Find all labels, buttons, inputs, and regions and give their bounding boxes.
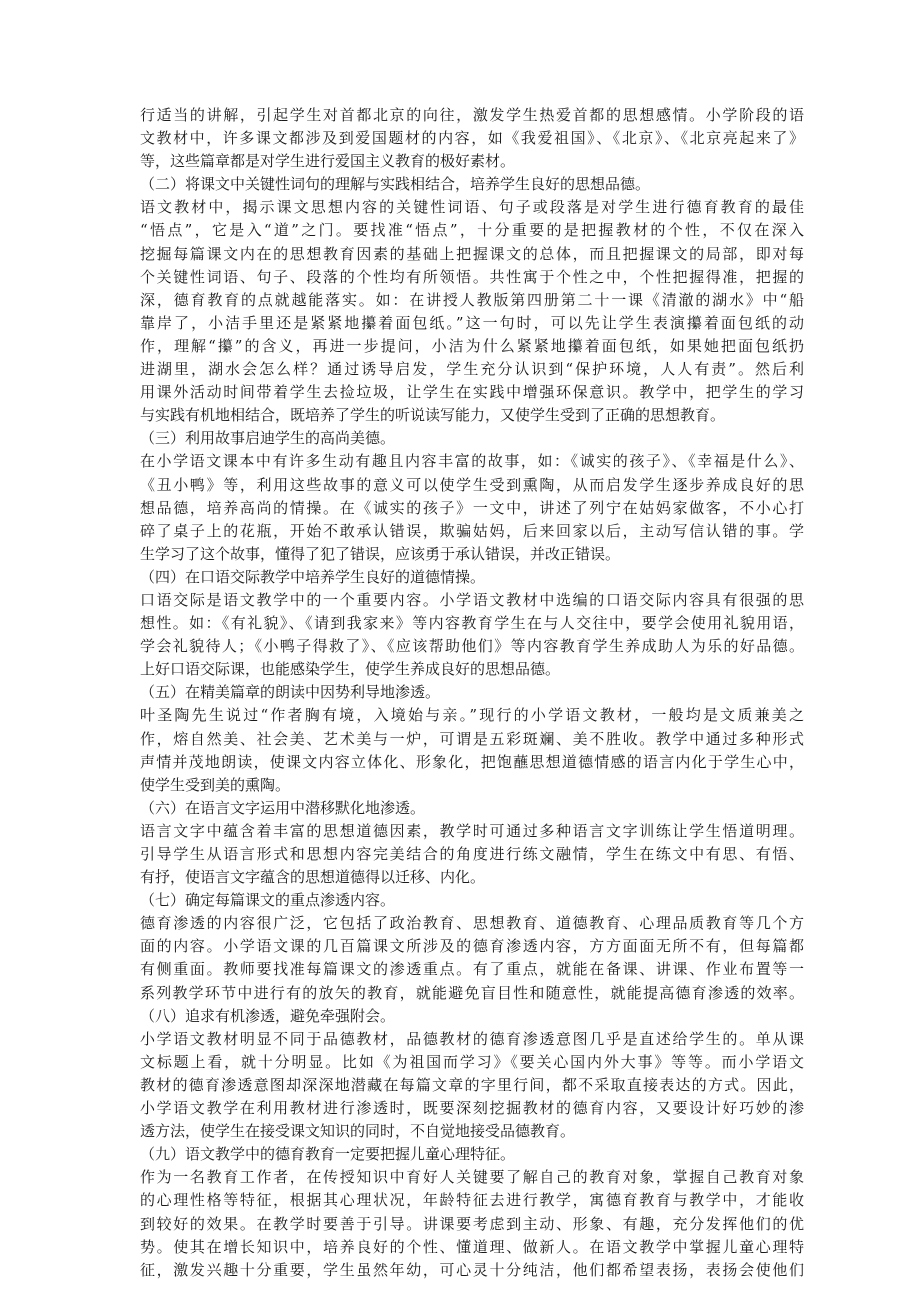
text-line: 教材的德育渗透意图却深深地潜藏在每篇文章的字里行间，都不采取直接表达的方式。因此，: [140, 1075, 804, 1094]
text-line: 在小学语文课本中有许多生动有趣且内容丰富的故事，如：《诚实的孩子》、《幸福是什么》、: [140, 452, 804, 471]
text-line: 势。使其在增长知识中，培养良好的个性、懂道理、做新人。在语文教学中掌握儿童心理特: [140, 1237, 804, 1256]
text-line: 小学语文教学在利用教材进行渗透时，既要深刻挖掘教材的德育内容，又要设计好巧妙的渗: [140, 1099, 804, 1118]
text-line: 到较好的效果。在教学时要善于引导。讲课要考虑到主动、形象、有趣，充分发挥他们的优: [140, 1214, 804, 1233]
text-line: 小学语文教材明显不同于品德教材，品德教材的德育渗透意图几乎是直述给学生的。单从课: [140, 1029, 804, 1048]
text-line: 透方法，使学生在接受课文知识的同时，不自觉地接受品德教育。: [140, 1122, 576, 1141]
text-line: 德育渗透的内容很广泛，它包括了政治教育、思想教育、道德教育、心理品质教育等几个方: [140, 914, 804, 933]
text-line: 《丑小鸭》等，利用这些故事的意义可以使学生受到熏陶，从而启发学生逐步养成良好的思: [140, 475, 804, 494]
text-line: “悟点”，它是入“道”之门。要找准“悟点”，十分重要的是把握教材的个性，不仅在深入: [140, 221, 804, 240]
text-line: 作，熔自然美、社会美、艺术美与一炉，可谓是五彩斑斓、美不胜收。教学中通过多种形式: [140, 729, 804, 748]
text-line: 引导学生从语言形式和思想内容完美结合的角度进行练文融情，学生在练文中有思、有悟、: [140, 845, 804, 863]
section-heading: （九）语文教学中的德育教育一定要把握儿童心理特征。: [140, 1145, 516, 1164]
text-line: 个关键性词语、句子、段落的个性均有所领悟。共性寓于个性之中，个性把握得准，把握的: [140, 267, 804, 286]
text-line: 学会礼貌待人；《小鸭子得救了》、《应该帮助他们》等内容教育学生养成助人为乐的好品德。: [140, 637, 804, 656]
document-body: [140, 104, 804, 1282]
text-line: 想品德，培养高尚的情操。在《诚实的孩子》一文中，讲述了列宁在姑妈家做客，不小心打: [140, 498, 804, 517]
text-line: 等，这些篇章都是对学生进行爱国主义教育的极好素材。: [140, 152, 516, 171]
text-line: 文教材中，许多课文都涉及到爱国题材的内容，如《我爱祖国》、《北京》、《北京亮起来了》: [140, 129, 804, 148]
text-line: 碎了桌子上的花瓶，开始不敢承认错误，欺骗姑妈，后来回家以后，主动写信认错的事。学: [140, 521, 804, 540]
text-line: 作为一名教育工作者，在传授知识中育好人关键要了解自己的教育对象，掌握自己教育对象: [140, 1168, 804, 1187]
section-heading: （七）确定每篇课文的重点渗透内容。: [140, 891, 396, 910]
text-line: 用课外活动时间带着学生去捡垃圾，让学生在实践中增强环保意识。教学中，把学生的学习: [140, 383, 804, 402]
text-line: 口语交际是语文教学中的一个重要内容。小学语文教材中选编的口语交际内容具有很强的思: [140, 590, 804, 609]
text-line: 叶圣陶先生说过“作者胸有境，入境始与亲。”现行的小学语文教材，一般均是文质兼美之: [140, 706, 804, 725]
text-line: 面的内容。小学语文课的几百篇课文所涉及的德育渗透内容，方方面面无所不有，但每篇都: [140, 937, 804, 956]
text-line: 进湖里，湖水会怎么样？通过诱导启发，学生充分认识到“保护环境，人人有责”。然后利: [140, 360, 804, 379]
text-line: 的心理性格等特征，根据其心理状况，年龄特征去进行教学，寓德育教育与教学中，才能收: [140, 1191, 804, 1210]
text-line: 与实践有机地相结合，既培养了学生的听说读写能力，又使学生受到了正确的思想教育。: [140, 406, 726, 425]
text-line: 语文教材中，揭示课文思想内容的关键性词语、句子或段落是对学生进行德育教育的最佳: [140, 198, 804, 217]
section-heading: （三）利用故事启迪学生的高尚美德。: [140, 429, 396, 448]
section-heading: （六）在语言文字运用中潜移默化地渗透。: [140, 798, 426, 817]
text-line: 系列教学环节中进行有的放矢的教育，就能避免盲目性和随意性，就能提高德育渗透的效率。: [140, 983, 804, 1002]
text-line: 上好口语交际课，也能感染学生，使学生养成良好的思想品德。: [140, 660, 561, 679]
text-line: 深，德育教育的点就越能落实。如：在讲授人教版第四册第二十一课《清澈的湖水》中“船: [140, 290, 804, 309]
section-heading: （四）在口语交际教学中培养学生良好的道德情操。: [140, 567, 486, 586]
text-line: 想性。如：《有礼貌》、《请到我家来》等内容教育学生在与人交往中，要学会使用礼貌用语，: [140, 614, 804, 633]
text-line: 靠岸了，小洁手里还是紧紧地攥着面包纸。”这一句时，可以先让学生表演攥着面包纸的动: [140, 313, 804, 332]
text-line: 作，理解“攥”的含义，再进一步提问，小洁为什么紧紧地攥着面包纸，如果她把面包纸扔: [140, 336, 804, 355]
text-line: 文标题上看，就十分明显。比如《为祖国而学习》《要关心国内外大事》等等。而小学语文: [140, 1052, 804, 1071]
text-line: 挖掘每篇课文内在的思想教育因素的基础上把握课文的总体，而且把握课文的局部，即对每: [140, 244, 804, 263]
text-line: 征，激发兴趣十分重要，学生虽然年幼，可心灵十分纯洁，他们都希望表扬，表扬会使他们: [140, 1260, 804, 1279]
text-line: 生学习了这个故事，懂得了犯了错误，应该勇于承认错误，并改正错误。: [140, 544, 621, 563]
text-line: 语言文字中蕴含着丰富的思想道德因素，教学时可通过多种语言文字训练让学生悟道明理。: [140, 821, 804, 840]
section-heading: （五）在精美篇章的朗读中因势利导地渗透。: [140, 683, 441, 702]
section-heading: （二）将课文中关键性词句的理解与实践相结合，培养学生良好的思想品德。: [140, 175, 651, 194]
text-line: 声情并茂地朗读，使课文内容立体化、形象化，把饱蘸思想道德情感的语言内化于学生心中，: [140, 752, 804, 771]
text-line: 有侧重面。教师要找准每篇课文的渗透重点。有了重点，就能在备课、讲课、作业布置等一: [140, 960, 804, 979]
section-heading: （八）追求有机渗透，避免牵强附会。: [140, 1006, 396, 1025]
text-line: 行适当的讲解，引起学生对首都北京的向往，激发学生热爱首都的思想感情。小学阶段的语: [140, 106, 804, 124]
text-line: 使学生受到美的熏陶。: [140, 775, 291, 794]
text-line: 有抒，使语言文字蕴含的思想道德得以迁移、内化。: [140, 868, 486, 887]
